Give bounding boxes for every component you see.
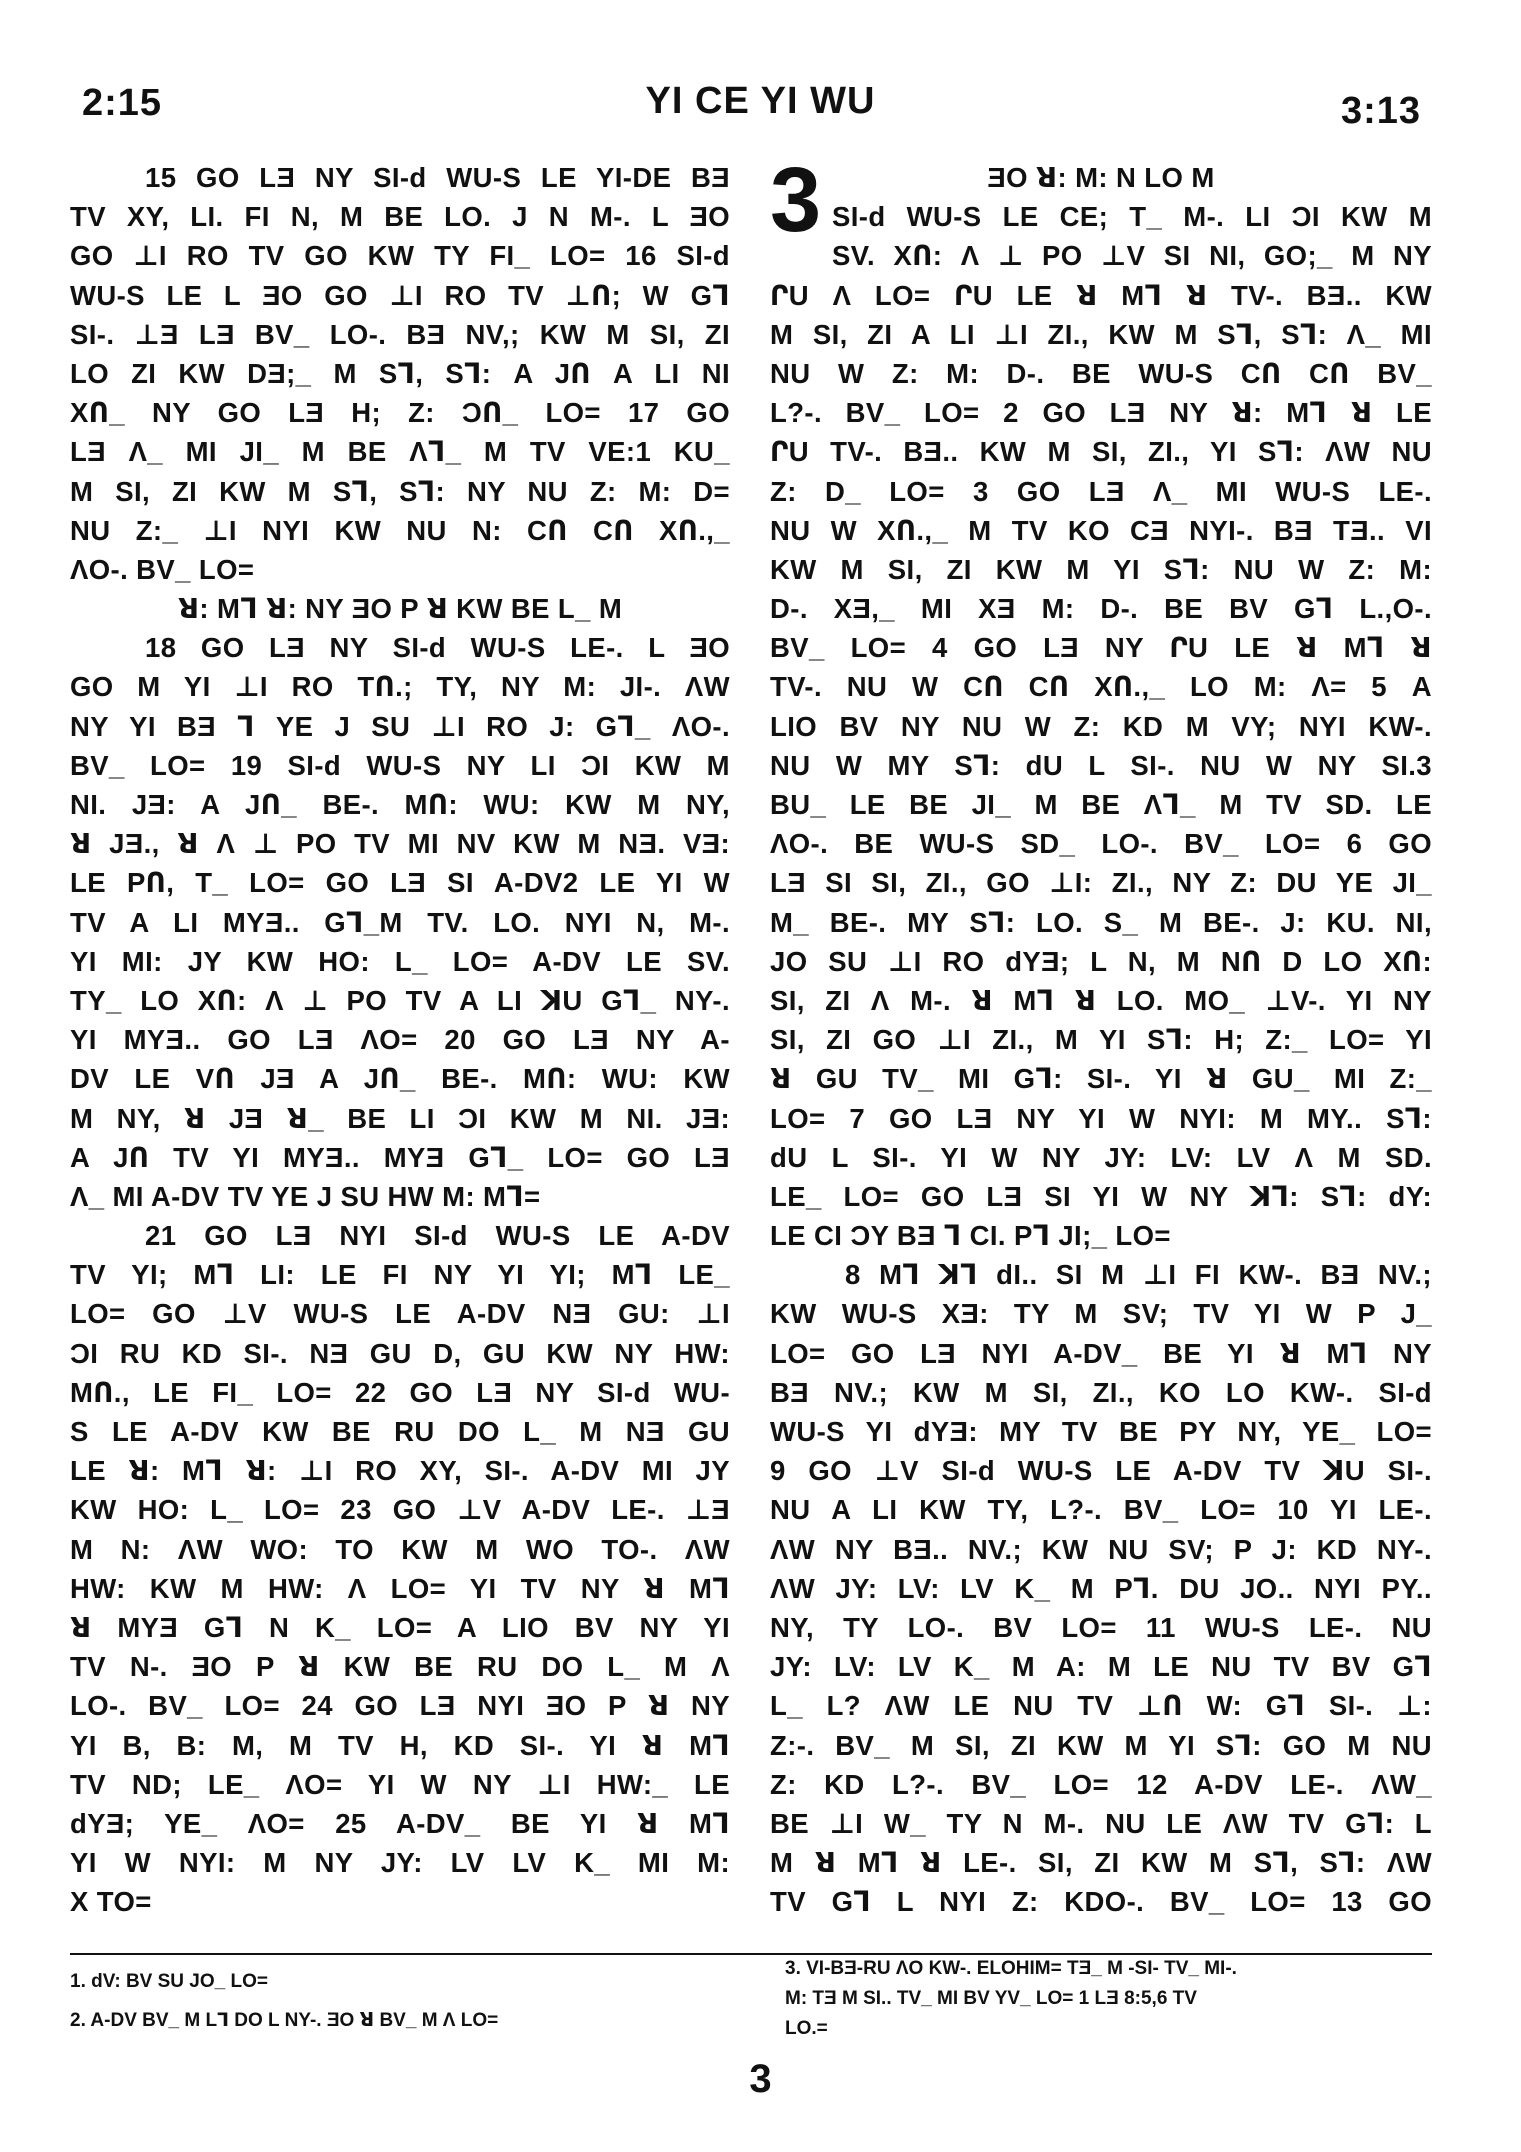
- text-line: YI MYƎ.. GO LƎ ΛO= 20 GO LƎ NY A-: [70, 1024, 730, 1056]
- text-line: WU-S LE L ƎO GO ⊥I RO TV ⊥Ո; W Gᒣ: [70, 279, 730, 311]
- text-line: D-. XƎ,_ MI XƎ M: D-. BE BV Gᒣ L.,O-.: [770, 593, 1432, 625]
- text-line: LO= GO ⊥V WU-S LE A-DV NƎ GU: ⊥I: [70, 1298, 730, 1330]
- header-chapter-verse-left: 2:15: [82, 82, 163, 124]
- footnotes-left: [70, 1967, 498, 2045]
- text-line: LE PՈ, T_ LO= GO LƎ SI A-DV2 LE YI W: [70, 867, 730, 899]
- text-line: TV N-. ƎO P ꓤ KW BE RU DO L_ M Λ: [70, 1651, 730, 1683]
- text-line: ƎO ꓤ: M: N LO M: [987, 162, 1215, 193]
- text-line: 15 GO LƎ NY SI-d WU-S LE YI-DE BƎ: [145, 162, 730, 193]
- text-line: KW WU-S XƎ: TY M SV; TV YI W P J_: [770, 1298, 1432, 1330]
- text-line: LE CI ƆY BƎ ᒣ CI. Pᒣ JI;_ LO=: [770, 1220, 1171, 1252]
- text-line: WU-S YI dYƎ: MY TV BE PY NY, YE_ LO=: [770, 1416, 1432, 1447]
- text-line: LƎ Λ_ MI JI_ M BE Λᒣ_ M TV VE:1 KU_: [70, 436, 730, 468]
- right-text-column: [770, 149, 1432, 1921]
- text-line: X TO=: [70, 1886, 152, 1918]
- text-line: XՈ_ NY GO LƎ H; Z: ƆՈ_ LO= 17 GO: [70, 397, 730, 429]
- text-line: NI. JƎ: A JՈ_ BE-. MՈ: WU: KW M NY,: [70, 789, 730, 820]
- text-line: ꓤ: Mᒣ ꓤ: NY ƎO P ꓤ KW BE L_ M: [177, 593, 623, 625]
- text-line: LIO BV NY NU W Z: KD M VY; NYI KW-.: [770, 710, 1432, 742]
- text-line: L?-. BV_ LO= 2 GO LƎ NY ꓤ: Mᒣ ꓤ LE: [770, 397, 1432, 429]
- footnotes-right: [785, 1954, 1435, 2044]
- text-line: TV ND; LE_ ΛO= YI W NY ⊥I HW:_ LE: [70, 1768, 730, 1800]
- text-line: TV XY, LI. FI N, M BE LO. J N M-. L ƎO: [70, 201, 730, 233]
- text-line: BE ⊥I W_ TY N M-. NU LE ΛW TV Gᒣ: L: [770, 1807, 1432, 1839]
- text-line: YI B, B: M, M TV H, KD SI-. YI ꓤ Mᒣ: [70, 1729, 730, 1761]
- text-line: L_ L? ΛW LE NU TV ⊥Ո W: Gᒣ SI-. ⊥:: [770, 1690, 1432, 1722]
- text-line: 21 GO LƎ NYI SI-d WU-S LE A-DV: [145, 1220, 730, 1252]
- text-line: SI, ZI Λ M-. ꓤ Mᒣ ꓤ LO. MO_ ⊥V-. YI NY: [770, 984, 1432, 1016]
- text-line: ՐU Λ LO= ՐU LE ꓤ Mᒣ ꓤ TV-. BƎ.. KW: [770, 279, 1432, 311]
- text-line: LO-. BV_ LO= 24 GO LƎ NYI ƎO P ꓤ NY: [70, 1690, 730, 1722]
- text-line: M: TƎ M SI.. TV_ MI BV YV_ LO= 1 LƎ 8:5,6 TV: [785, 1988, 1197, 2009]
- text-line: dU L SI-. YI W NY JY: LV: LV Λ M SD.: [770, 1141, 1432, 1173]
- text-line: BV_ LO= 19 SI-d WU-S NY LI ƆI KW M: [70, 749, 730, 781]
- text-line: NY, TY LO-. BV LO= 11 WU-S LE-. NU: [770, 1611, 1432, 1643]
- text-line: M N: ΛW WO: TO KW M WO TO-. ΛW: [70, 1533, 730, 1565]
- text-line: NU Z:_ ⊥I NYI KW NU N: CՈ CՈ XՈ.,_: [70, 514, 730, 546]
- text-line: TV YI; Mᒣ LI: LE FI NY YI YI; Mᒣ LE_: [70, 1259, 730, 1291]
- text-line: M SI, ZI A LI ⊥I ZI., KW M Sᒣ, Sᒣ: Λ_ MI: [770, 318, 1432, 350]
- text-line: GO ⊥I RO TV GO KW TY FI_ LO= 16 SI-d: [70, 240, 730, 272]
- text-line: DV LE VՈ JƎ A JՈ_ BE-. MՈ: WU: KW: [70, 1063, 730, 1095]
- text-line: SI-. ⊥Ǝ LƎ BV_ LO-. BƎ NV,; KW M SI, ZI: [70, 318, 730, 350]
- text-line: NU W Z: M: D-. BE WU-S CՈ CՈ BV_: [770, 357, 1432, 389]
- text-line: HW: KW M HW: Λ LO= YI TV NY ꓤ Mᒣ: [70, 1572, 730, 1604]
- text-line: ΛO-. BE WU-S SD_ LO-. BV_ LO= 6 GO: [770, 828, 1432, 860]
- text-line: NU W XՈ.,_ M TV KO CƎ NYI-. BƎ TƎ.. VI: [770, 514, 1432, 546]
- text-line: YI W NYI: M NY JY: LV LV K_ MI M:: [70, 1847, 730, 1879]
- text-line: ΛW JY: LV: LV K_ M Pᒣ. DU JO.. NYI PY..: [770, 1572, 1432, 1604]
- text-line: Z: KD L?-. BV_ LO= 12 A-DV LE-. ΛW_: [770, 1768, 1432, 1800]
- text-line: BƎ NV.; KW M SI, ZI., KO LO KW-. SI-d: [770, 1376, 1432, 1408]
- text-line: ƆI RU KD SI-. NƎ GU D, GU KW NY HW:: [70, 1337, 730, 1369]
- text-line: MՈ., LE FI_ LO= 22 GO LƎ NY SI-d WU-: [70, 1376, 730, 1408]
- text-line: M_ BE-. MY Sᒣ: LO. S_ M BE-. J: KU. NI,: [770, 906, 1432, 938]
- text-line: 2. A-DV BV_ M Lᒣ DO L NY-. ƎO ꓤ BV_ M Λ LO=: [70, 2010, 499, 2032]
- text-line: 8 Mᒣ ꓘᒣ dI.. SI M ⊥I FI KW-. BƎ NV.;: [845, 1259, 1432, 1291]
- text-line: Λ_ MI A-DV TV YE J SU HW M: Mᒣ=: [70, 1180, 541, 1212]
- text-line: TV Gᒣ L NYI Z: KDO-. BV_ LO= 13 GO: [770, 1886, 1432, 1918]
- text-line: ꓤ MYƎ Gᒣ N K_ LO= A LIO BV NY YI: [70, 1611, 730, 1643]
- text-line: TY_ LO XՈ: Λ ⊥ PO TV A LI ꓘU Gᒣ_ NY-.: [70, 984, 730, 1016]
- text-line: LE ꓤ: Mᒣ ꓤ: ⊥I RO XY, SI-. A-DV MI JY: [70, 1455, 730, 1487]
- text-line: JY: LV: LV K_ M A: M LE NU TV BV Gᒣ: [770, 1651, 1432, 1683]
- text-line: ꓤ GU TV_ MI Gᒣ: SI-. YI ꓤ GU_ MI Z:_: [770, 1063, 1432, 1095]
- text-line: LƎ SI SI, ZI., GO ⊥I: ZI., NY Z: DU YE JI_: [770, 867, 1432, 899]
- text-line: GO M YI ⊥I RO TՈ.; TY, NY M: JI-. ΛW: [70, 671, 730, 703]
- page-number: 3: [749, 2057, 772, 2101]
- text-line: NY YI BƎ ᒣ YE J SU ⊥I RO J: Gᒣ_ ΛO-.: [70, 710, 730, 742]
- text-line: S LE A-DV KW BE RU DO L_ M NƎ GU: [70, 1416, 730, 1447]
- text-line: SV. XՈ: Λ ⊥ PO ⊥V SI NI, GO;_ M NY: [832, 240, 1432, 272]
- text-line: Z:-. BV_ M SI, ZI KW M YI Sᒣ: GO M NU: [770, 1729, 1432, 1761]
- text-line: Z: D_ LO= 3 GO LƎ Λ_ MI WU-S LE-.: [770, 475, 1432, 507]
- running-title: YI CE YI WU: [645, 80, 876, 122]
- text-line: M SI, ZI KW M Sᒣ, Sᒣ: NY NU Z: M: D=: [70, 475, 730, 507]
- text-line: 3. VI-BƎ-RU ΛO KW-. ELOHIM= TƎ_ M -SI- TV_ MI-.: [785, 1958, 1237, 1979]
- text-line: NU A LI KW TY, L?-. BV_ LO= 10 YI LE-.: [770, 1494, 1432, 1526]
- text-line: LO ZI KW DƎ;_ M Sᒣ, Sᒣ: A JՈ A LI NI: [70, 357, 730, 389]
- text-line: ΛO-. BV_ LO=: [70, 553, 255, 585]
- text-line: BV_ LO= 4 GO LƎ NY ՐU LE ꓤ Mᒣ ꓤ: [770, 632, 1432, 664]
- text-line: LO.=: [785, 2018, 828, 2039]
- text-line: 1. dV: BV SU JO_ LO=: [70, 1971, 268, 1992]
- text-line: ΛW NY BƎ.. NV.; KW NU SV; P J: KD NY-.: [770, 1533, 1432, 1565]
- text-line: BU_ LE BE JI_ M BE Λᒣ_ M TV SD. LE: [770, 789, 1432, 820]
- text-line: YI MI: JY KW HO: L_ LO= A-DV LE SV.: [70, 945, 730, 977]
- text-line: SI, ZI GO ⊥I ZI., M YI Sᒣ: H; Z:_ LO= YI: [770, 1024, 1432, 1056]
- text-line: LE_ LO= GO LƎ SI YI W NY ꓘᒣ: Sᒣ: dY:: [770, 1180, 1432, 1212]
- text-line: NU W MY Sᒣ: dU L SI-. NU W NY SI.3: [770, 749, 1432, 781]
- text-line: KW M SI, ZI KW M YI Sᒣ: NU W Z: M:: [770, 553, 1432, 585]
- text-line: TV-. NU W CՈ CՈ XՈ.,_ LO M: Λ= 5 A: [770, 671, 1432, 703]
- chapter-number: 3: [770, 149, 822, 251]
- text-line: LO= 7 GO LƎ NY YI W NYI: M MY.. Sᒣ:: [770, 1102, 1432, 1134]
- text-line: SI-d WU-S LE CE; T_ M-. LI ƆI KW M: [832, 201, 1432, 233]
- text-line: ՐU TV-. BƎ.. KW M SI, ZI., YI Sᒣ: ΛW NU: [770, 436, 1432, 468]
- text-line: M NY, ꓤ JƎ ꓤ_ BE LI ƆI KW M NI. JƎ:: [70, 1102, 730, 1134]
- text-line: LO= GO LƎ NYI A-DV_ BE YI ꓤ Mᒣ NY: [770, 1337, 1432, 1369]
- text-line: TV A LI MYƎ.. Gᒣ_M TV. LO. NYI N, M-.: [70, 906, 730, 938]
- header-chapter-verse-right: 3:13: [1340, 90, 1421, 132]
- text-line: M ꓤ Mᒣ ꓤ LE-. SI, ZI KW M Sᒣ, Sᒣ: ΛW: [770, 1847, 1432, 1879]
- text-line: KW HO: L_ LO= 23 GO ⊥V A-DV LE-. ⊥Ǝ: [70, 1494, 730, 1526]
- text-line: A JՈ TV YI MYƎ.. MYƎ Gᒣ_ LO= GO LƎ: [70, 1141, 730, 1173]
- text-line: JO SU ⊥I RO dYƎ; L N, M NՈ D LO XՈ:: [770, 945, 1432, 977]
- text-line: 18 GO LƎ NY SI-d WU-S LE-. L ƎO: [145, 632, 730, 664]
- text-line: dYƎ; YE_ ΛO= 25 A-DV_ BE YI ꓤ Mᒣ: [70, 1807, 730, 1839]
- left-text-column: [70, 158, 730, 1921]
- text-line: ꓤ JƎ., ꓤ Λ ⊥ PO TV MI NV KW M NƎ. VƎ:: [70, 828, 730, 860]
- text-line: 9 GO ⊥V SI-d WU-S LE A-DV TV ꓘU SI-.: [770, 1455, 1432, 1487]
